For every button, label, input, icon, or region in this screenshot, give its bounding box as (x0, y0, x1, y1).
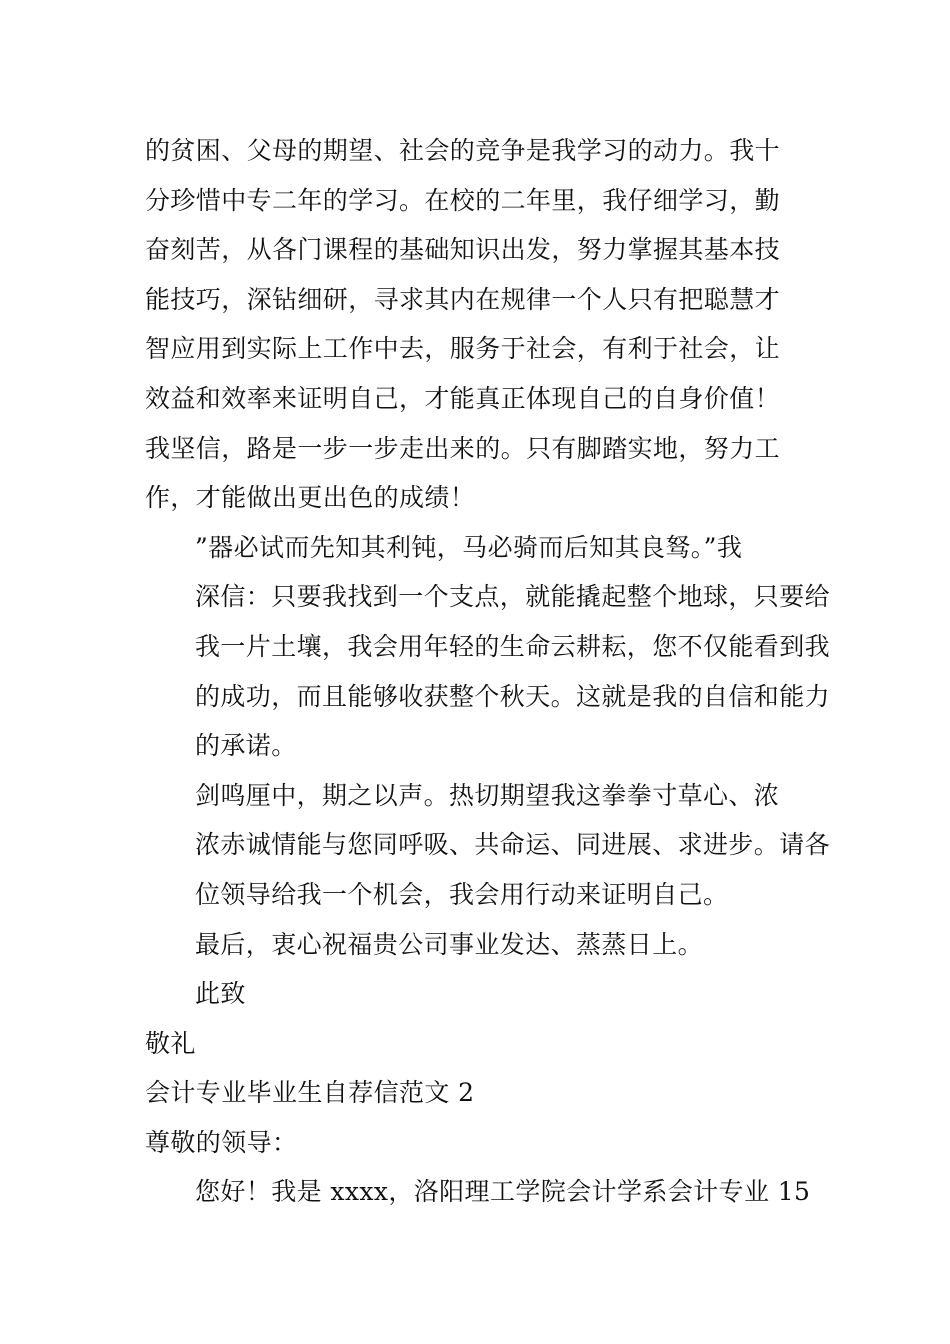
text-line: 您好！我是 xxxx，洛阳理工学院会计学系会计专业 15 (195, 1177, 811, 1207)
paragraph (145, 1167, 815, 1217)
paragraph (145, 1019, 815, 1069)
text-line: 智应用到实际上工作中去，服务于社会，有利于社会，让 (145, 334, 781, 364)
text-line: 作，才能做出更出色的成绩！ (145, 483, 476, 513)
text-line: 尊敬的领导： (145, 1127, 298, 1157)
paragraph (145, 969, 815, 1019)
text-line: 此致 (195, 979, 246, 1009)
text-line: 敬礼 (145, 1028, 196, 1058)
text-line: 的成功，而且能够收获整个秋天。这就是我的自信和能力 (195, 681, 831, 711)
paragraph (145, 1118, 815, 1168)
paragraph (145, 126, 815, 523)
text-line: 浓赤诚情能与您同呼吸、共命运、同进展、求进步。请各 (195, 830, 831, 860)
text-line: 深信：只要我找到一个支点，就能撬起整个地球，只要给 (195, 582, 831, 612)
text-line: 的贫困、父母的期望、社会的竞争是我学习的动力。我十 (145, 136, 781, 165)
text-line: 我一片土壤，我会用年轻的生命云耕耘，您不仅能看到我 (195, 631, 831, 661)
paragraph (145, 771, 831, 920)
paragraph (145, 523, 831, 771)
document-body (145, 126, 831, 1217)
paragraph (145, 1068, 815, 1118)
text-line: 奋刻苦，从各门课程的基础知识出发，努力掌握其基本技 (145, 235, 781, 265)
text-line: 的承诺。 (195, 731, 297, 761)
text-line: 我坚信，路是一步一步走出来的。只有脚踏实地，努力工 (145, 433, 781, 463)
text-line: 位领导给我一个机会，我会用行动来证明自己。 (195, 879, 729, 909)
text-line: ”器必试而先知其利钝，马必骑而后知其良驽。”我 (195, 532, 743, 562)
text-line: 会计专业毕业生自荐信范文 2 (145, 1078, 475, 1108)
text-line: 剑鸣厘中，期之以声。热切期望我这拳拳寸草心、浓 (195, 780, 780, 810)
text-line: 能技巧，深钻细研，寻求其内在规律一个人只有把聪慧才 (145, 284, 781, 314)
text-line: 效益和效率来证明自己，才能真正体现自己的自身价值！ (145, 383, 781, 413)
text-line: 最后，衷心祝福贵公司事业发达、蒸蒸日上。 (195, 929, 704, 959)
text-line: 分珍惜中专二年的学习。在校的二年里，我仔细学习，勤 (145, 185, 781, 215)
paragraph (145, 920, 815, 970)
